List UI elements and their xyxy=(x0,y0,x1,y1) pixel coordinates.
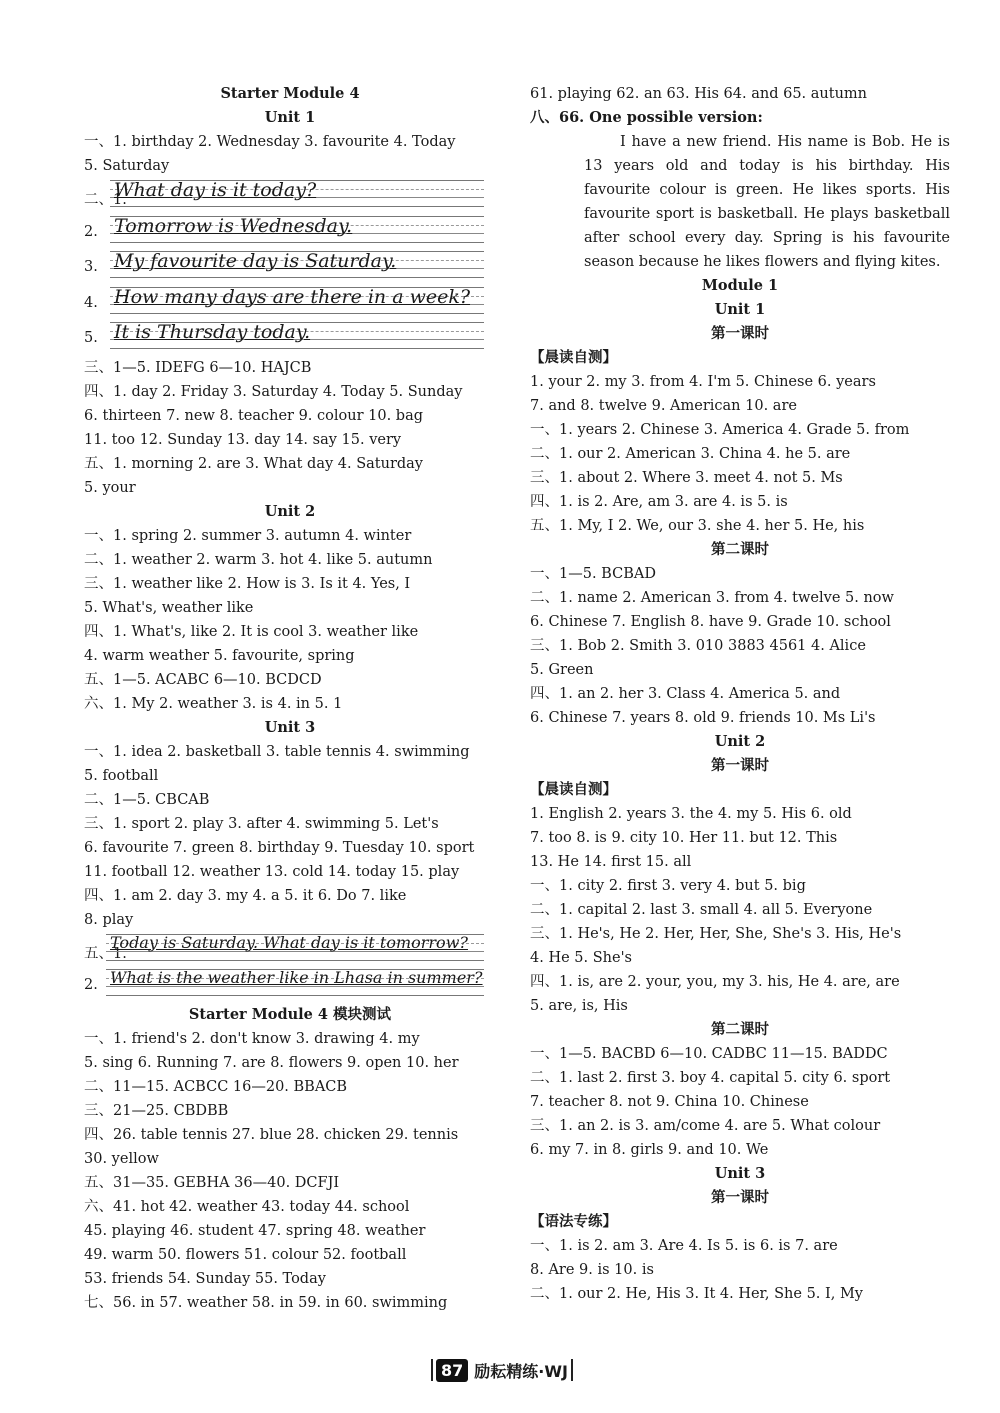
answer-line: 六、1. My 2. weather 3. is 4. in 5. 1 xyxy=(84,695,343,712)
answer-line: 一、1. friend's 2. don't know 3. drawing 4. my xyxy=(84,1030,420,1047)
answer-line: 一、1. birthday 2. Wednesday 3. favourite 4. Today xyxy=(84,134,456,150)
answer-line: 1. English 2. years 3. the 4. my 5. His 6. old xyxy=(530,806,852,822)
answer-line: 45. playing 46. student 47. spring 48. weather xyxy=(84,1222,426,1239)
answer-line: 5. sing 6. Running 7. are 8. flowers 9. open 10. her xyxy=(84,1054,459,1071)
section-heading: Starter Module 4 模块测试 xyxy=(188,1005,392,1023)
answer-line: 一、1. years 2. Chinese 3. America 4. Grade 5. from xyxy=(530,422,910,438)
subsection-label: 【语法专练】 xyxy=(530,1213,617,1230)
answer-line: 二、1. name 2. American 3. from 4. twelve 5. now xyxy=(530,590,894,606)
footer-divider xyxy=(431,1359,433,1381)
answer-line: 六、41. hot 42. weather 43. today 44. school xyxy=(84,1198,410,1215)
footer-divider xyxy=(571,1359,573,1381)
answer-line: 二、1. last 2. first 3. boy 4. capital 5. city 6. sport xyxy=(530,1070,891,1086)
section-heading: 第一课时 xyxy=(711,757,769,774)
question-number: 5. xyxy=(84,330,98,346)
handwritten-text: It is Thursday today. xyxy=(114,321,311,343)
section-heading: 第一课时 xyxy=(711,325,769,342)
answer-line: 四、1. What's, like 2. It is cool 3. weather like xyxy=(84,623,419,640)
writing-lines xyxy=(110,322,484,349)
answer-line: 7. teacher 8. not 9. China 10. Chinese xyxy=(530,1094,809,1110)
answer-line: 5. Saturday xyxy=(84,158,170,174)
answer-line: 49. warm 50. flowers 51. colour 52. football xyxy=(84,1246,407,1263)
answer-line: 5. are, is, His xyxy=(530,998,628,1014)
answer-line: 三、1. about 2. Where 3. meet 4. not 5. Ms xyxy=(530,470,843,486)
answer-line: 七、56. in 57. weather 58. in 59. in 60. swimming xyxy=(84,1294,448,1311)
answer-line: 五、1. My, I 2. We, our 3. she 4. her 5. He, his xyxy=(530,518,865,534)
answer-line: 五、1. morning 2. are 3. What day 4. Saturday xyxy=(84,455,424,472)
question-number: 2. xyxy=(84,977,98,993)
right-column xyxy=(530,82,950,1306)
left-column xyxy=(84,82,496,1315)
handwritten-answer xyxy=(84,285,496,321)
answer-line: 五、1—5. ACABC 6—10. BCDCD xyxy=(84,671,322,688)
handwritten-text: My favourite day is Saturday. xyxy=(114,250,397,272)
answer-line: 三、1. an 2. is 3. am/come 4. are 5. What colour xyxy=(530,1118,881,1134)
section-heading: 第二课时 xyxy=(711,1021,769,1038)
writing-lines xyxy=(110,180,484,207)
answer-line: 二、11—15. ACBCC 16—20. BBACB xyxy=(84,1078,348,1095)
section-heading: Unit 3 xyxy=(264,718,316,736)
handwritten-answer xyxy=(84,932,496,968)
writing-lines xyxy=(106,969,484,996)
answer-line: 5. Green xyxy=(530,662,594,678)
answer-line: 二、1. capital 2. last 3. small 4. all 5. Everyone xyxy=(530,902,873,918)
subsection-label: 【晨读自测】 xyxy=(530,349,617,366)
answer-line: 一、1. spring 2. summer 3. autumn 4. winter xyxy=(84,527,412,544)
answer-line: 1. your 2. my 3. from 4. I'm 5. Chinese 6. years xyxy=(530,374,876,390)
answer-line: 11. too 12. Sunday 13. day 14. say 15. very xyxy=(84,431,402,448)
answer-line: 一、1—5. BACBD 6—10. CADBC 11—15. BADDC xyxy=(530,1046,888,1062)
answer-line: 三、1. weather like 2. How is 3. Is it 4. Yes, I xyxy=(84,575,411,592)
page-number: 87 xyxy=(436,1359,468,1382)
answer-line: 一、1—5. BCBAD xyxy=(530,566,656,582)
answer-line: 一、1. city 2. first 3. very 4. but 5. big xyxy=(530,878,806,894)
writing-lines xyxy=(110,216,484,243)
section-heading: 第一课时 xyxy=(711,1189,769,1206)
writing-lines xyxy=(110,287,484,314)
answer-line: 三、1. Bob 2. Smith 3. 010 3883 4561 4. Alice xyxy=(530,638,866,654)
handwritten-text: What is the weather like in Lhasa in summer? xyxy=(110,968,483,987)
section-heading: 第二课时 xyxy=(711,541,769,558)
handwritten-answer xyxy=(84,967,496,1003)
handwritten-answer xyxy=(84,214,496,250)
writing-lines xyxy=(106,934,484,961)
answer-line: 6. thirteen 7. new 8. teacher 9. colour 10. bag xyxy=(84,407,423,424)
answer-line: 6. Chinese 7. years 8. old 9. friends 10. Ms Li's xyxy=(530,710,876,726)
handwritten-answer xyxy=(84,178,496,214)
answer-line: 五、31—35. GEBHA 36—40. DCFJI xyxy=(84,1174,340,1191)
answer-line: 四、1. an 2. her 3. Class 4. America 5. and xyxy=(530,686,841,702)
answer-line: 4. He 5. She's xyxy=(530,950,633,966)
answer-line: 7. and 8. twelve 9. American 10. are xyxy=(530,398,797,414)
answer-line: 30. yellow xyxy=(84,1150,159,1167)
handwritten-text: Today is Saturday. What day is it tomorrow? xyxy=(110,932,468,952)
question-number: 3. xyxy=(84,259,98,275)
answer-line: 13. He 14. first 15. all xyxy=(530,854,692,870)
page-footer xyxy=(428,1355,576,1385)
section-heading: Unit 1 xyxy=(264,109,316,126)
section-heading: Unit 2 xyxy=(264,502,316,520)
answer-line: 5. football xyxy=(84,767,159,784)
answer-line: 四、1. is 2. Are, am 3. are 4. is 5. is xyxy=(530,494,788,510)
answer-line: 5. What's, weather like xyxy=(84,599,254,616)
section-heading: Module 1 xyxy=(701,277,779,294)
answer-line: 7. too 8. is 9. city 10. Her 11. but 12. This xyxy=(530,830,838,846)
book-brand: 励耘精练·WJ xyxy=(474,1361,568,1381)
answer-line: 二、1—5. CBCAB xyxy=(84,791,210,808)
answer-line: 四、1. day 2. Friday 3. Saturday 4. Today 5. Sunday xyxy=(84,383,463,400)
handwritten-text: What day is it today? xyxy=(114,179,317,201)
answer-line: 一、1. idea 2. basketball 3. table tennis 4. swimming xyxy=(84,743,470,760)
answer-line: 二、1. weather 2. warm 3. hot 4. like 5. autumn xyxy=(84,551,433,568)
answer-line: 8. Are 9. is 10. is xyxy=(530,1262,654,1278)
answer-line: 4. warm weather 5. favourite, spring xyxy=(84,647,355,664)
answer-line: 三、1—5. IDEFG 6—10. HAJCB xyxy=(84,359,312,376)
question-number: 二、1. xyxy=(84,192,127,208)
answer-line: 一、1. is 2. am 3. Are 4. Is 5. is 6. is 7. are xyxy=(530,1238,838,1254)
writing-lines xyxy=(110,251,484,278)
handwritten-text: Tomorrow is Wednesday. xyxy=(114,214,353,237)
answer-line: 四、26. table tennis 27. blue 28. chicken 29. tennis xyxy=(84,1126,459,1143)
handwritten-answer xyxy=(84,320,496,356)
question-number: 2. xyxy=(84,223,98,240)
section-heading: Starter Module 4 xyxy=(220,85,360,102)
handwritten-text: How many days are there in a week? xyxy=(114,285,471,308)
question-number: 4. xyxy=(84,294,98,311)
sample-essay: I have a new friend. His name is Bob. He is 13 years old and today is his birthday. His favourite colour is green. He likes sports. His favourite sport is basketball. He plays basketball after school every day. Spring is his favourite season because he likes flowers and flying kites. xyxy=(584,134,950,270)
answer-line: 三、21—25. CBDBB xyxy=(84,1102,229,1119)
answer-line: 53. friends 54. Sunday 55. Today xyxy=(84,1270,326,1287)
answer-line: 11. football 12. weather 13. cold 14. today 15. play xyxy=(84,863,460,880)
answer-line: 61. playing 62. an 63. His 64. and 65. autumn xyxy=(530,86,868,102)
answer-line: 5. your xyxy=(84,479,136,496)
answer-line: 四、1. is, are 2. your, you, my 3. his, He 4. are, are xyxy=(530,974,900,990)
answer-line: 6. favourite 7. green 8. birthday 9. Tuesday 10. sport xyxy=(84,839,475,856)
answer-line: 四、1. am 2. day 3. my 4. a 5. it 6. Do 7. like xyxy=(84,887,407,904)
answer-line: 三、1. sport 2. play 3. after 4. swimming 5. Let's xyxy=(84,815,439,832)
answer-line: 二、1. our 2. He, His 3. It 4. Her, She 5. I, My xyxy=(530,1286,863,1302)
subsection-label: 八、66. One possible version: xyxy=(530,109,763,126)
answer-line: 三、1. He's, He 2. Her, Her, She, She's 3. His, He's xyxy=(530,926,902,942)
answer-line: 二、1. our 2. American 3. China 4. he 5. are xyxy=(530,446,851,462)
subsection-label: 【晨读自测】 xyxy=(530,781,617,798)
answer-line: 6. my 7. in 8. girls 9. and 10. We xyxy=(530,1142,769,1158)
section-heading: Unit 2 xyxy=(714,733,766,750)
answer-line: 8. play xyxy=(84,911,134,928)
section-heading: Unit 3 xyxy=(714,1165,766,1182)
section-heading: Unit 1 xyxy=(714,301,766,318)
answer-line: 6. Chinese 7. English 8. have 9. Grade 10. school xyxy=(530,614,891,630)
handwritten-answer xyxy=(84,249,496,285)
question-number: 五、1. xyxy=(84,945,127,962)
